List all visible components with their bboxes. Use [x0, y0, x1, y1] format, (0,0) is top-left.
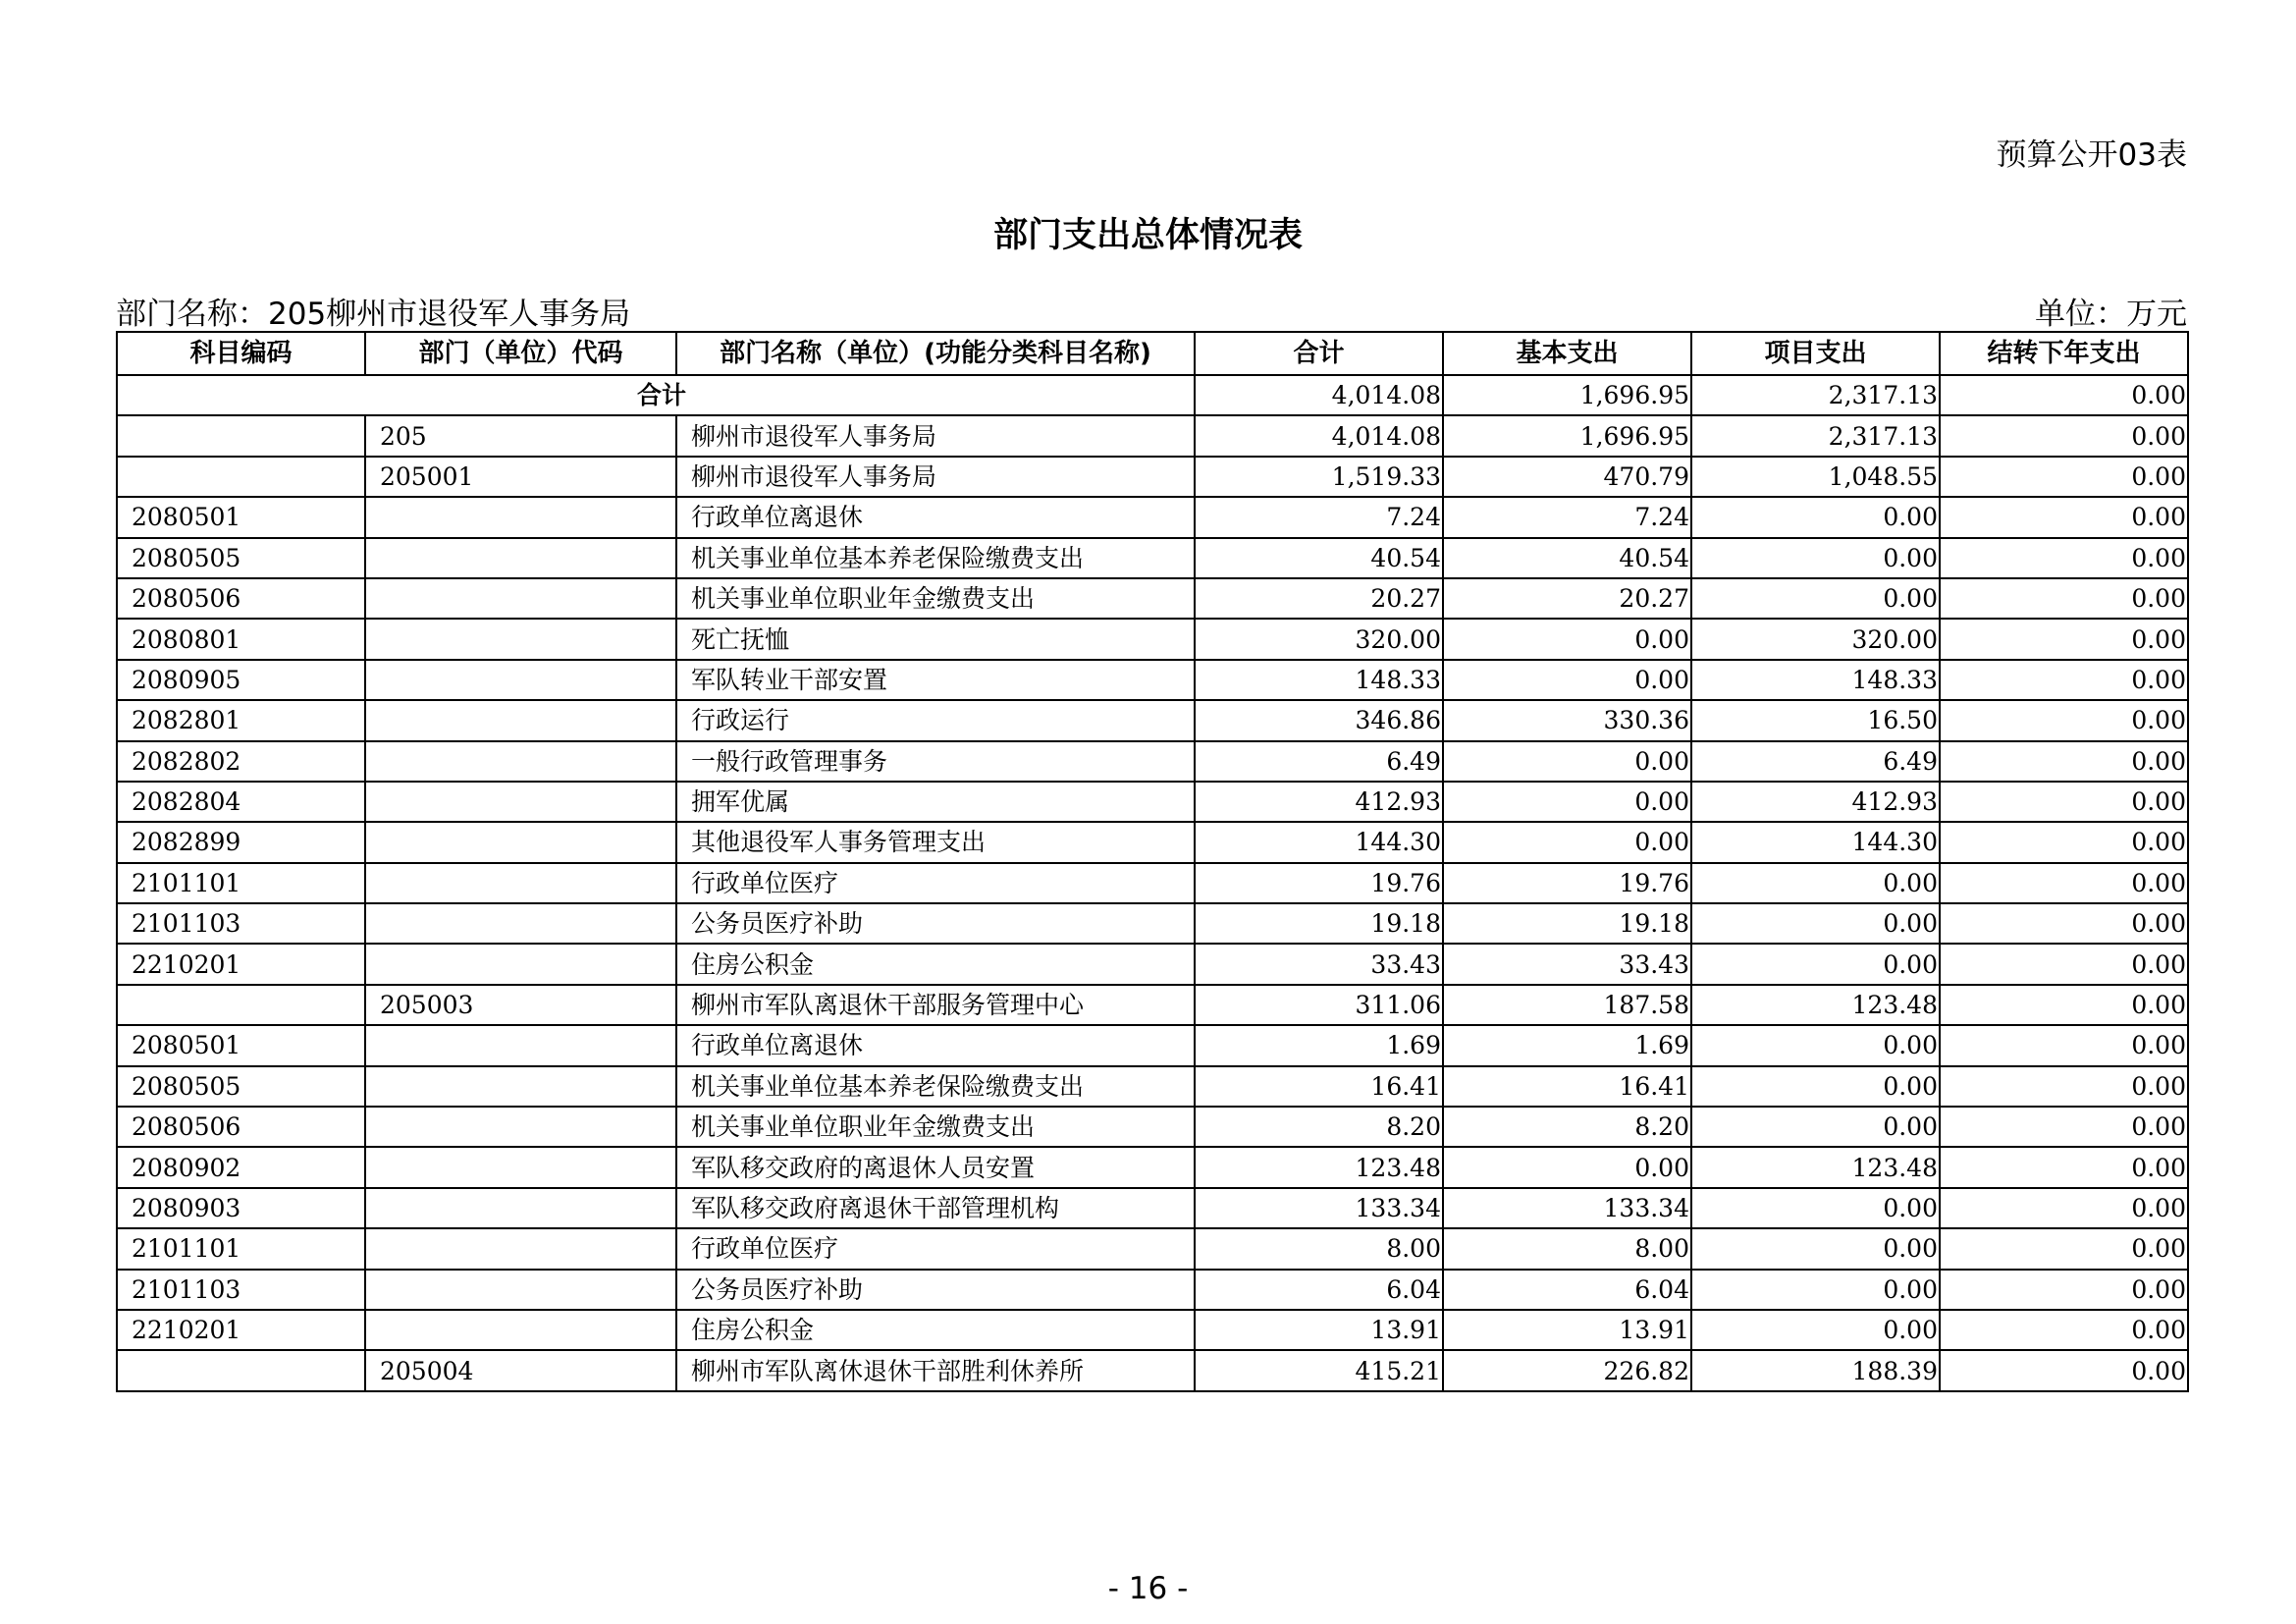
basic-cell: 187.58: [1443, 985, 1691, 1025]
dept-code-cell: [365, 700, 676, 740]
dept-code-cell: [365, 863, 676, 903]
table-row: [117, 700, 2188, 740]
total-cell: 6.04: [1195, 1270, 1443, 1310]
carryover-cell: 0.00: [1940, 619, 2188, 659]
basic-cell: 13.91: [1443, 1310, 1691, 1350]
project-cell: 320.00: [1691, 619, 1940, 659]
col-header-subject-code: 科目编码: [117, 332, 365, 375]
subject-code-cell: 2080902: [117, 1147, 365, 1187]
basic-cell: 0.00: [1443, 619, 1691, 659]
project-cell: 0.00: [1691, 1188, 1940, 1228]
project-cell: 0.00: [1691, 1066, 1940, 1107]
project-cell: 123.48: [1691, 1147, 1940, 1187]
basic-cell: 7.24: [1443, 497, 1691, 537]
table-row: [117, 415, 2188, 456]
unit-label: 单位：万元: [2035, 297, 2187, 332]
dept-name-cell: 军队移交政府的离退休人员安置: [676, 1147, 1195, 1187]
carryover-cell: 0.00: [1940, 660, 2188, 700]
dept-code-cell: [365, 1188, 676, 1228]
dept-code-cell: 205001: [365, 457, 676, 497]
subject-code-cell: 2080801: [117, 619, 365, 659]
dept-name-cell: 公务员医疗补助: [676, 903, 1195, 944]
project-cell: 0.00: [1691, 1025, 1940, 1065]
project-cell: 2,317.13: [1691, 415, 1940, 456]
basic-cell: 16.41: [1443, 1066, 1691, 1107]
col-header-carryover: 结转下年支出: [1940, 332, 2188, 375]
carryover-cell: 0.00: [1940, 538, 2188, 578]
total-cell: 20.27: [1195, 578, 1443, 619]
total-cell: 40.54: [1195, 538, 1443, 578]
table-row: [117, 944, 2188, 984]
total-cell: 4,014.08: [1195, 375, 1443, 415]
total-cell: 13.91: [1195, 1310, 1443, 1350]
table-row: [117, 1188, 2188, 1228]
table-row: [117, 1066, 2188, 1107]
basic-cell: 470.79: [1443, 457, 1691, 497]
dept-code-cell: [365, 741, 676, 782]
carryover-cell: 0.00: [1940, 578, 2188, 619]
basic-cell: 0.00: [1443, 1147, 1691, 1187]
total-cell: 33.43: [1195, 944, 1443, 984]
subject-code-cell: [117, 985, 365, 1025]
subject-code-cell: 2101103: [117, 903, 365, 944]
project-cell: 16.50: [1691, 700, 1940, 740]
basic-cell: 19.76: [1443, 863, 1691, 903]
dept-code-cell: [365, 1107, 676, 1147]
dept-name-cell: 机关事业单位基本养老保险缴费支出: [676, 1066, 1195, 1107]
subject-code-cell: 2080501: [117, 1025, 365, 1065]
total-cell: 16.41: [1195, 1066, 1443, 1107]
page-title: 部门支出总体情况表: [992, 216, 1303, 255]
basic-cell: 6.04: [1443, 1270, 1691, 1310]
table-row: [117, 538, 2188, 578]
project-cell: 0.00: [1691, 497, 1940, 537]
project-cell: 0.00: [1691, 944, 1940, 984]
table-row: [117, 903, 2188, 944]
total-cell: 320.00: [1195, 619, 1443, 659]
dept-name-cell: 柳州市退役军人事务局: [676, 415, 1195, 456]
dept-code-cell: [365, 1147, 676, 1187]
dept-code-cell: [365, 1025, 676, 1065]
carryover-cell: 0.00: [1940, 1228, 2188, 1269]
subject-code-cell: 2101101: [117, 1228, 365, 1269]
table-row: [117, 985, 2188, 1025]
dept-name-cell: 行政单位医疗: [676, 1228, 1195, 1269]
project-cell: 412.93: [1691, 782, 1940, 822]
basic-cell: 1,696.95: [1443, 415, 1691, 456]
table-row: [117, 1270, 2188, 1310]
dept-code-cell: 205004: [365, 1350, 676, 1390]
subject-code-cell: 2080506: [117, 1107, 365, 1147]
department-name: 部门名称：205柳州市退役军人事务局: [116, 297, 631, 332]
table-row: [117, 1107, 2188, 1147]
total-row: [117, 375, 2188, 415]
subject-code-cell: 2101103: [117, 1270, 365, 1310]
table-row: [117, 1310, 2188, 1350]
table-row: [117, 1350, 2188, 1390]
dept-code-cell: [365, 619, 676, 659]
project-cell: 123.48: [1691, 985, 1940, 1025]
total-cell: 8.00: [1195, 1228, 1443, 1269]
table-row: [117, 782, 2188, 822]
total-cell: 412.93: [1195, 782, 1443, 822]
col-header-project: 项目支出: [1691, 332, 1940, 375]
total-cell: 6.49: [1195, 741, 1443, 782]
dept-name-cell: 公务员医疗补助: [676, 1270, 1195, 1310]
subject-code-cell: 2082804: [117, 782, 365, 822]
subject-code-cell: [117, 1350, 365, 1390]
dept-name-cell: 拥军优属: [676, 782, 1195, 822]
project-cell: 188.39: [1691, 1350, 1940, 1390]
total-cell: 311.06: [1195, 985, 1443, 1025]
dept-name-cell: 机关事业单位职业年金缴费支出: [676, 578, 1195, 619]
table-row: [117, 741, 2188, 782]
carryover-cell: 0.00: [1940, 415, 2188, 456]
dept-name-cell: 行政单位离退休: [676, 1025, 1195, 1065]
subject-code-cell: 2080506: [117, 578, 365, 619]
carryover-cell: 0.00: [1940, 497, 2188, 537]
header-row: [117, 332, 2188, 375]
subject-code-cell: 2082899: [117, 822, 365, 862]
dept-code-cell: [365, 903, 676, 944]
carryover-cell: 0.00: [1940, 1350, 2188, 1390]
total-cell: 133.34: [1195, 1188, 1443, 1228]
total-cell: 19.76: [1195, 863, 1443, 903]
dept-name-cell: 军队转业干部安置: [676, 660, 1195, 700]
carryover-cell: 0.00: [1940, 1310, 2188, 1350]
table-row: [117, 1228, 2188, 1269]
carryover-cell: 0.00: [1940, 700, 2188, 740]
basic-cell: 0.00: [1443, 741, 1691, 782]
subject-code-cell: 2082802: [117, 741, 365, 782]
table-row: [117, 660, 2188, 700]
project-cell: 0.00: [1691, 538, 1940, 578]
dept-code-cell: 205003: [365, 985, 676, 1025]
carryover-cell: 0.00: [1940, 822, 2188, 862]
dept-code-cell: [365, 1228, 676, 1269]
total-cell: 144.30: [1195, 822, 1443, 862]
total-cell: 8.20: [1195, 1107, 1443, 1147]
subject-code-cell: 2080501: [117, 497, 365, 537]
subject-code-cell: 2080505: [117, 538, 365, 578]
project-cell: 6.49: [1691, 741, 1940, 782]
basic-cell: 8.20: [1443, 1107, 1691, 1147]
basic-cell: 20.27: [1443, 578, 1691, 619]
project-cell: 0.00: [1691, 903, 1940, 944]
dept-code-cell: [365, 782, 676, 822]
dept-name-cell: 一般行政管理事务: [676, 741, 1195, 782]
col-header-dept-code: 部门（单位）代码: [365, 332, 676, 375]
basic-cell: 19.18: [1443, 903, 1691, 944]
carryover-cell: 0.00: [1940, 944, 2188, 984]
table-row: [117, 1147, 2188, 1187]
carryover-cell: 0.00: [1940, 863, 2188, 903]
table-row: [117, 497, 2188, 537]
basic-cell: 0.00: [1443, 782, 1691, 822]
dept-code-cell: [365, 944, 676, 984]
page-number: - 16 -: [1107, 1571, 1189, 1606]
basic-cell: 33.43: [1443, 944, 1691, 984]
carryover-cell: 0.00: [1940, 1066, 2188, 1107]
dept-code-cell: [365, 578, 676, 619]
basic-cell: 0.00: [1443, 660, 1691, 700]
expenditure-table: [116, 331, 2189, 1392]
project-cell: 0.00: [1691, 1270, 1940, 1310]
basic-cell: 330.36: [1443, 700, 1691, 740]
total-cell: 148.33: [1195, 660, 1443, 700]
total-cell: 4,014.08: [1195, 415, 1443, 456]
dept-code-cell: 205: [365, 415, 676, 456]
dept-name-cell: 行政单位医疗: [676, 863, 1195, 903]
project-cell: 0.00: [1691, 1310, 1940, 1350]
dept-code-cell: [365, 1270, 676, 1310]
carryover-cell: 0.00: [1940, 1147, 2188, 1187]
table-row: [117, 1025, 2188, 1065]
subject-code-cell: [117, 415, 365, 456]
carryover-cell: 0.00: [1940, 1188, 2188, 1228]
total-cell: 123.48: [1195, 1147, 1443, 1187]
subject-code-cell: 2082801: [117, 700, 365, 740]
carryover-cell: 0.00: [1940, 985, 2188, 1025]
subject-code-cell: 2210201: [117, 1310, 365, 1350]
dept-name-cell: 其他退役军人事务管理支出: [676, 822, 1195, 862]
carryover-cell: 0.00: [1940, 903, 2188, 944]
col-header-total: 合计: [1195, 332, 1443, 375]
basic-cell: 1.69: [1443, 1025, 1691, 1065]
basic-cell: 226.82: [1443, 1350, 1691, 1390]
project-cell: 0.00: [1691, 1228, 1940, 1269]
basic-cell: 133.34: [1443, 1188, 1691, 1228]
total-cell: 415.21: [1195, 1350, 1443, 1390]
dept-name-cell: 柳州市退役军人事务局: [676, 457, 1195, 497]
project-cell: 0.00: [1691, 1107, 1940, 1147]
dept-name-cell: 住房公积金: [676, 1310, 1195, 1350]
dept-code-cell: [365, 660, 676, 700]
dept-name-cell: 机关事业单位职业年金缴费支出: [676, 1107, 1195, 1147]
subject-code-cell: 2101101: [117, 863, 365, 903]
dept-name-cell: 死亡抚恤: [676, 619, 1195, 659]
project-cell: 148.33: [1691, 660, 1940, 700]
subject-code-cell: 2080905: [117, 660, 365, 700]
table-row: [117, 457, 2188, 497]
total-cell: 1.69: [1195, 1025, 1443, 1065]
total-cell: 7.24: [1195, 497, 1443, 537]
basic-cell: 40.54: [1443, 538, 1691, 578]
carryover-cell: 0.00: [1940, 375, 2188, 415]
carryover-cell: 0.00: [1940, 782, 2188, 822]
subject-code-cell: 2080903: [117, 1188, 365, 1228]
project-cell: 144.30: [1691, 822, 1940, 862]
dept-code-cell: [365, 822, 676, 862]
subject-code-cell: 2080505: [117, 1066, 365, 1107]
carryover-cell: 0.00: [1940, 457, 2188, 497]
total-cell: 346.86: [1195, 700, 1443, 740]
dept-name-cell: 机关事业单位基本养老保险缴费支出: [676, 538, 1195, 578]
col-header-basic: 基本支出: [1443, 332, 1691, 375]
total-label: 合计: [117, 375, 1195, 415]
form-code: 预算公开03表: [1996, 137, 2187, 173]
dept-code-cell: [365, 497, 676, 537]
table-row: [117, 822, 2188, 862]
basic-cell: 1,696.95: [1443, 375, 1691, 415]
dept-name-cell: 住房公积金: [676, 944, 1195, 984]
total-cell: 19.18: [1195, 903, 1443, 944]
dept-code-cell: [365, 538, 676, 578]
dept-name-cell: 行政运行: [676, 700, 1195, 740]
basic-cell: 8.00: [1443, 1228, 1691, 1269]
subject-code-cell: [117, 457, 365, 497]
project-cell: 1,048.55: [1691, 457, 1940, 497]
project-cell: 2,317.13: [1691, 375, 1940, 415]
project-cell: 0.00: [1691, 863, 1940, 903]
project-cell: 0.00: [1691, 578, 1940, 619]
dept-code-cell: [365, 1066, 676, 1107]
carryover-cell: 0.00: [1940, 1270, 2188, 1310]
carryover-cell: 0.00: [1940, 741, 2188, 782]
col-header-dept-name: 部门名称（单位）(功能分类科目名称): [676, 332, 1195, 375]
dept-name-cell: 柳州市军队离休退休干部胜利休养所: [676, 1350, 1195, 1390]
total-cell: 1,519.33: [1195, 457, 1443, 497]
table-row: [117, 578, 2188, 619]
carryover-cell: 0.00: [1940, 1025, 2188, 1065]
dept-name-cell: 柳州市军队离退休干部服务管理中心: [676, 985, 1195, 1025]
table-row: [117, 619, 2188, 659]
table-row: [117, 863, 2188, 903]
dept-code-cell: [365, 1310, 676, 1350]
carryover-cell: 0.00: [1940, 1107, 2188, 1147]
dept-name-cell: 军队移交政府离退休干部管理机构: [676, 1188, 1195, 1228]
basic-cell: 0.00: [1443, 822, 1691, 862]
dept-name-cell: 行政单位离退休: [676, 497, 1195, 537]
subject-code-cell: 2210201: [117, 944, 365, 984]
